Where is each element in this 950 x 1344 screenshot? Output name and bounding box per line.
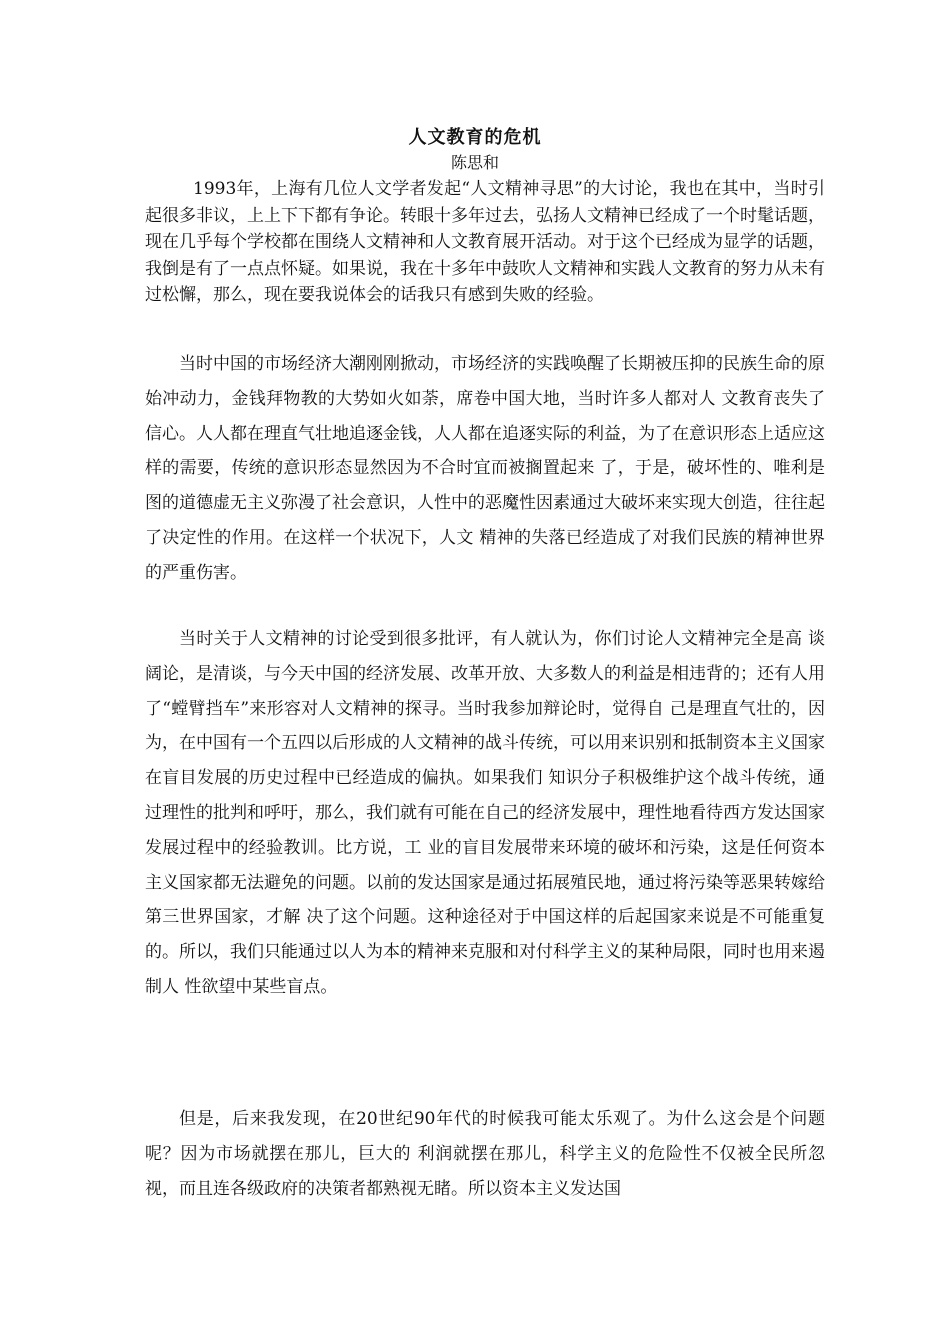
document-author: 陈思和 [450,153,499,172]
paragraph-4: 但是，后来我发现，在20世纪90年代的时候我可能太乐观了。为什么这会是个问题呢？因为市场就摆在那儿，巨大的 利润就摆在那儿，科学主义的危险性不仅被全民所忽视，而且连各级政府的决策者都熟视无睹。所以资本主义发达国 [145,1109,825,1199]
paragraph-3: 当时关于人文精神的讨论受到很多批评，有人就认为，你们讨论人文精神完全是高 谈阔论，是清谈，与今天中国的经济发展、改革开放、大多数人的利益是相违背的；还有人用了“螳臂挡车”来形容对人文精神的探寻。当时我参加辩论时，觉得自 己是理直气壮的，因为，在中国有一个五四以后形成的人文精神的战斗传统，可以用来识别和抵制资本主义国家在盲目发展的历史过程中已经造成的偏执。如果我们 知识分子积极维护这个战斗传统，通过理性的批判和呼吁，那么，我们就有可能在自己的经济发展中，理性地看待西方发达国家发展过程中的经验教训。比方说，工 业的盲目发展带来环境的破坏和污染，这是任何资本主义国家都无法避免的问题。以前的发达国家是通过拓展殖民地，通过将污染等恶果转嫁给第三世界国家，才解 决了这个问题。这种途径对于中国这样的后起国家来说是不可能重复的。所以，我们只能通过以人为本的精神来克服和对付科学主义的某种局限，同时也用来遏制人 性欲望中某些盲点。 [145,629,825,997]
paragraph-1: 1993年，上海有几位人文学者发起“人文精神寻思”的大讨论，我也在其中，当时引起很多非议，上上下下都有争论。转眼十多年过去，弘扬人文精神已经成了一个时髦话题，现在几乎每个学校都在围绕人文精神和人文教育展开活动。对于这个已经成为显学的话题，我倒是有了一点点怀疑。如果说，我在十多年中鼓吹人文精神和实践人文教育的努力从未有过松懈，那么，现在要我说体会的话我只有感到失败的经验。 [145,179,825,306]
document-title: 人文教育的危机 [408,127,542,148]
paragraph-2: 当时中国的市场经济大潮刚刚掀动，市场经济的实践唤醒了长期被压抑的民族生命的原始冲动力，金钱拜物教的大势如火如荼，席卷中国大地，当时许多人都对人 文教育丧失了信心。人人都在理直气壮地追逐金钱，人人都在追逐实际的利益，为了在意识形态上适应这样的需要，传统的意识形态显然因为不合时宜而被搁置起来 了，于是，破坏性的、唯利是图的道德虚无主义弥漫了社会意识，人性中的恶魔性因素通过大破坏来实现大创造，往往起了决定性的作用。在这样一个状况下，人文 精神的失落已经造成了对我们民族的精神世界的严重伤害。 [145,354,825,583]
